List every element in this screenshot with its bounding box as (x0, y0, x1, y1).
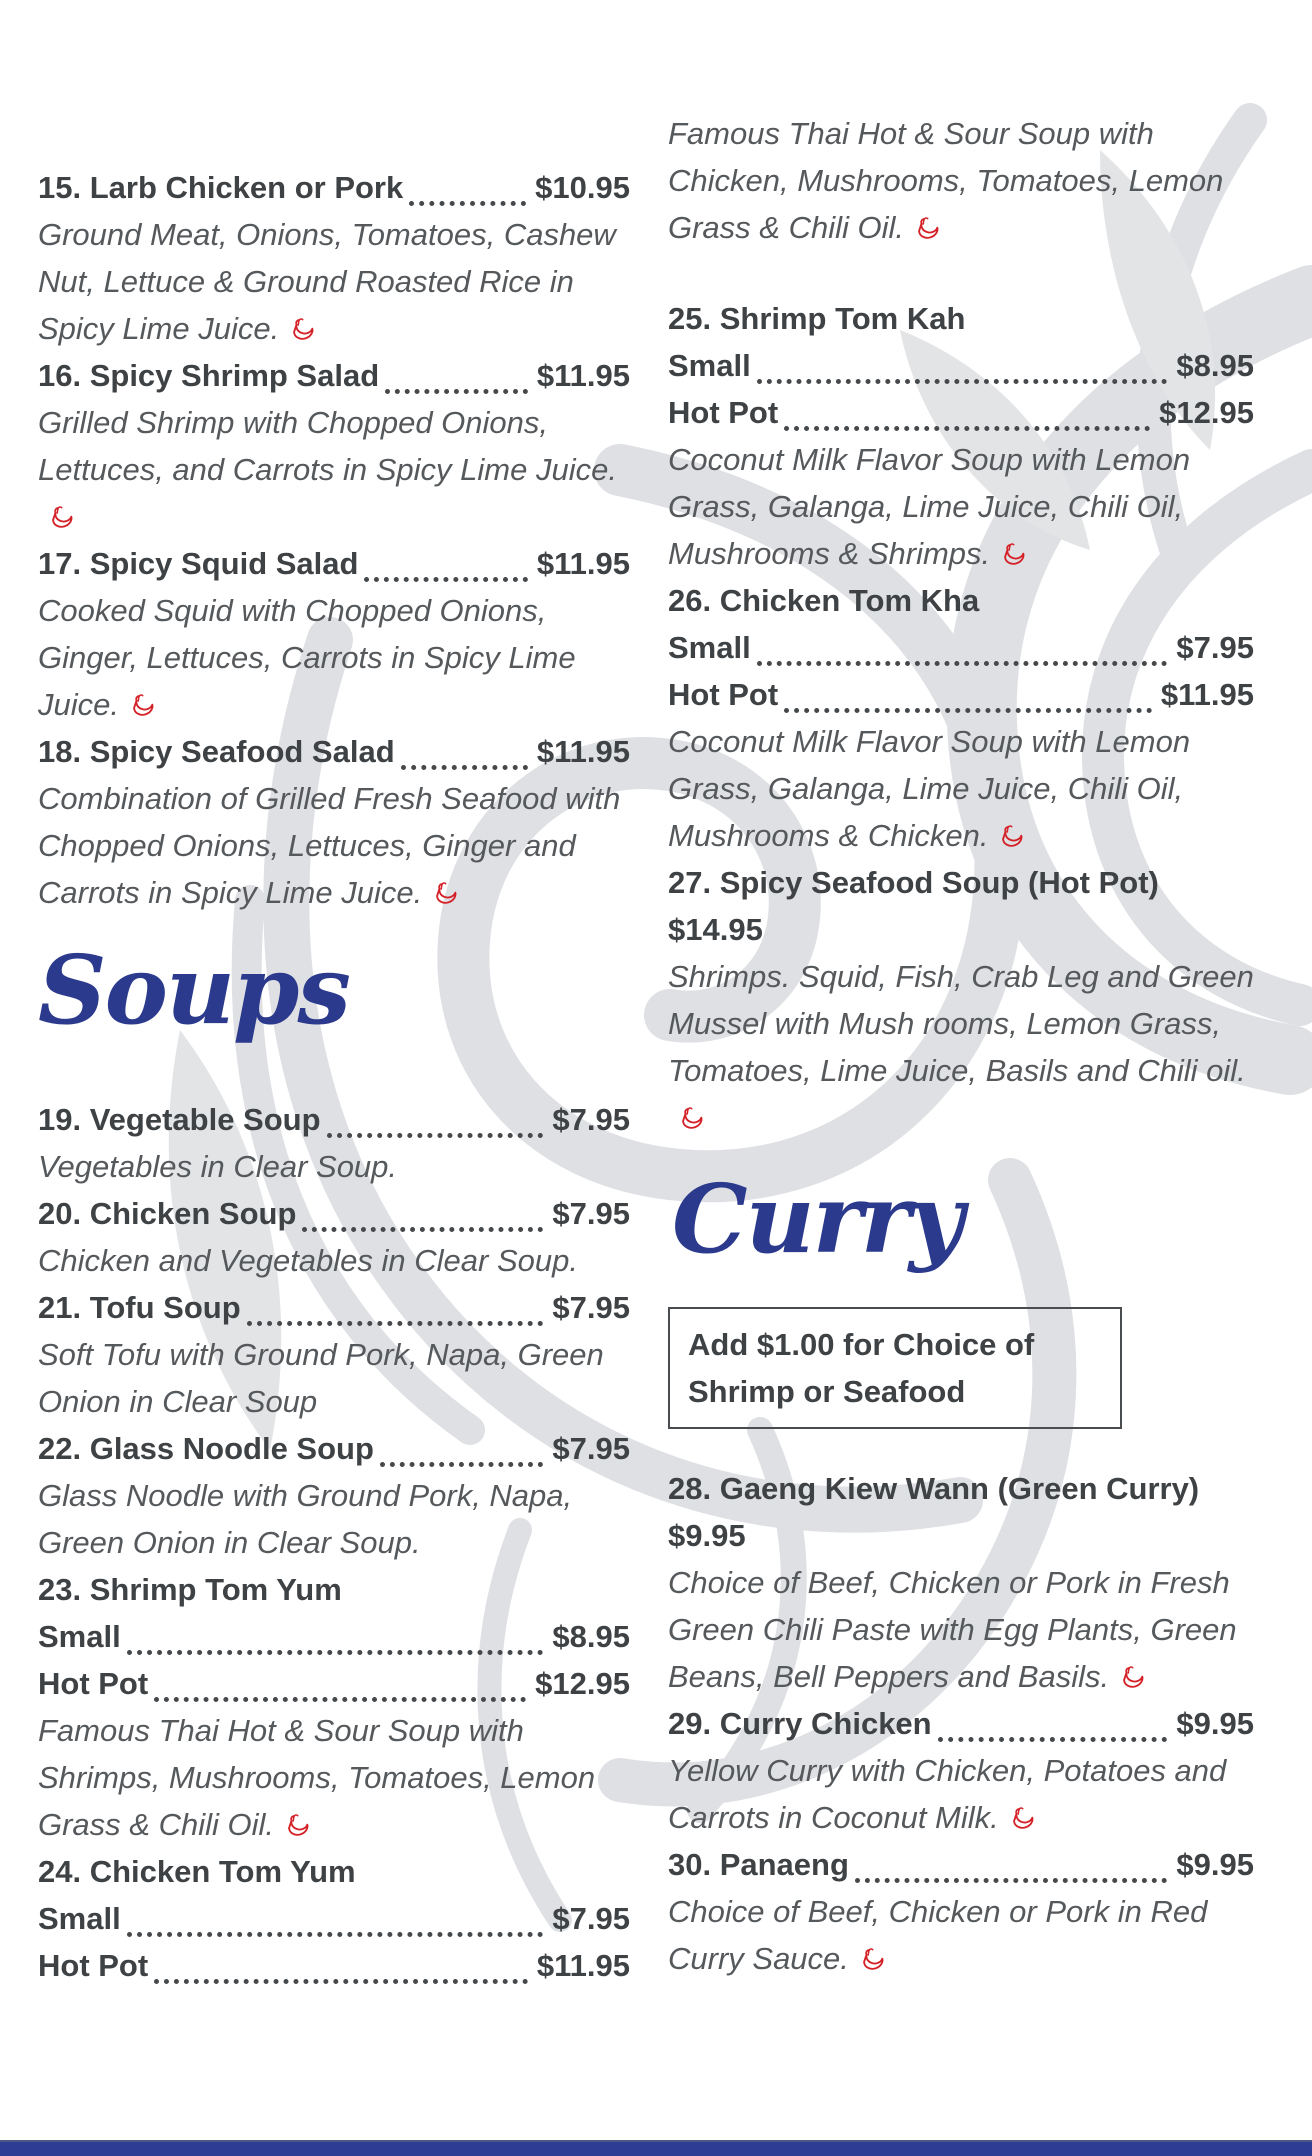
size-label: Small (668, 630, 751, 665)
dot-leader (855, 1841, 1168, 1883)
item-price: $9.95 (1176, 1706, 1254, 1742)
item-heading (38, 1848, 630, 1895)
size-label: Hot Pot (38, 1948, 149, 1984)
item-description (38, 1331, 630, 1425)
size-price-row (38, 1895, 630, 1942)
item-heading (668, 295, 1254, 342)
menu-item (668, 295, 1254, 577)
size-price: $7.95 (552, 1901, 630, 1937)
item-description (668, 1747, 1254, 1841)
item-description-text: Cooked Squid with Chopped Onions, Ginger, Lettuces, Carrots in Spicy Lime Juice. (38, 593, 576, 722)
item-description-text: Ground Meat, Onions, Tomatoes, Cashew Nut, Lettuce & Ground Roasted Rice in Spicy Lime Juice. (38, 217, 616, 346)
dot-leader (302, 1190, 543, 1232)
menu-item (668, 1841, 1254, 1982)
size-price: $8.95 (552, 1619, 630, 1655)
item-description-text: Soft Tofu with Ground Pork, Napa, Green Onion in Clear Soup (38, 1337, 604, 1420)
item-price: $9.95 (1176, 1847, 1254, 1883)
menu-item (38, 352, 630, 540)
item-description (38, 1143, 630, 1190)
item-description-text: Coconut Milk Flavor Soup with Lemon Grass, Galanga, Lime Juice, Chili Oil, Mushrooms & Chicken. (668, 724, 1191, 853)
menu-item (668, 577, 1254, 859)
left-column (38, 164, 630, 1989)
size-price-row (38, 1613, 630, 1660)
section-header: Soups (38, 935, 349, 1046)
item-description-text: Combination of Grilled Fresh Seafood with Chopped Onions, Lettuces, Ginger and Carrots in Spicy Lime Juice. (38, 781, 621, 910)
item-heading (38, 352, 630, 399)
item-price: $7.95 (552, 1102, 630, 1138)
menu-item (668, 1465, 1254, 1700)
item-name: 20. Chicken Soup (38, 1196, 297, 1232)
right-column (668, 110, 1254, 1982)
item-description (668, 110, 1254, 251)
item-description-text: Shrimps. Squid, Fish, Crab Leg and Green Mussel with Mush rooms, Lemon Grass, Tomatoes, Lime Juice, Basils and Chili oil. (668, 959, 1254, 1088)
size-label: Small (38, 1901, 121, 1937)
item-description (38, 211, 630, 352)
section-header: Curry (672, 1164, 962, 1275)
item-name: 23. Shrimp Tom Yum (38, 1572, 342, 1608)
dot-leader (127, 1895, 544, 1937)
size-price-row (668, 389, 1254, 436)
chili-pepper-icon (284, 1812, 311, 1839)
menu-item (668, 859, 1254, 1141)
item-name: 29. Curry Chicken (668, 1706, 932, 1742)
chili-pepper-icon (432, 880, 459, 907)
item-name: 16. Spicy Shrimp Salad (38, 358, 380, 393)
chili-pepper-icon (1000, 541, 1027, 568)
dot-leader (380, 1425, 544, 1467)
note-box-text: Add $1.00 for Choice of Shrimp or Seafood (688, 1327, 1035, 1410)
chili-pepper-icon (48, 504, 75, 531)
item-price: $7.95 (552, 1196, 630, 1232)
item-name: 30. Panaeng (668, 1847, 849, 1883)
dot-leader (784, 389, 1150, 431)
item-heading (38, 1096, 630, 1143)
item-description (38, 1707, 630, 1848)
item-description-text: Choice of Beef, Chicken or Pork in Red Curry Sauce. (668, 1894, 1208, 1977)
size-price-row (38, 1942, 630, 1989)
menu-item (38, 540, 630, 728)
size-price: $8.95 (1176, 348, 1254, 383)
item-description-text: Grilled Shrimp with Chopped Onions, Lettuces, and Carrots in Spicy Lime Juice. (38, 405, 617, 487)
item-description (668, 1888, 1254, 1982)
size-price: $12.95 (1159, 395, 1254, 430)
item-price: $10.95 (535, 170, 630, 205)
item-price-value: $14.95 (668, 912, 763, 947)
item-price-value: $9.95 (668, 1518, 746, 1554)
size-label: Hot Pot (38, 1666, 149, 1702)
item-description (38, 1472, 630, 1566)
chili-pepper-icon (1119, 1664, 1146, 1691)
menu-item (38, 1096, 630, 1190)
size-price-row (668, 342, 1254, 389)
size-price: $11.95 (1160, 677, 1254, 712)
menu-item (38, 1284, 630, 1425)
dot-leader (154, 1660, 526, 1702)
item-name: 18. Spicy Seafood Salad (38, 734, 395, 769)
menu-item (668, 1700, 1254, 1841)
item-heading (668, 577, 1254, 624)
dot-leader (784, 671, 1152, 713)
item-heading (38, 164, 630, 211)
item-description-text: Famous Thai Hot & Sour Soup with Shrimps, Mushrooms, Tomatoes, Lemon Grass & Chili Oil. (38, 1713, 596, 1843)
dot-leader (364, 540, 527, 582)
item-price (668, 1512, 1254, 1559)
item-heading (38, 540, 630, 587)
item-heading (668, 1841, 1254, 1888)
size-price-row (668, 671, 1254, 718)
menu-item (38, 1425, 630, 1566)
item-name: 21. Tofu Soup (38, 1290, 241, 1326)
dot-leader (757, 342, 1168, 384)
item-price: $11.95 (536, 358, 630, 393)
size-label: Small (38, 1619, 121, 1655)
dot-leader (757, 624, 1168, 666)
item-name: 22. Glass Noodle Soup (38, 1431, 374, 1467)
dot-leader (385, 352, 528, 394)
size-label: Hot Pot (668, 677, 779, 712)
chili-pepper-icon (859, 1946, 886, 1973)
dot-leader (154, 1942, 528, 1984)
item-price: $11.95 (536, 734, 630, 769)
item-price (668, 906, 1254, 953)
item-description (38, 399, 630, 540)
chili-pepper-icon (998, 823, 1025, 850)
item-description-text: Chicken and Vegetables in Clear Soup. (38, 1243, 578, 1279)
item-description-text: Choice of Beef, Chicken or Pork in Fresh Green Chili Paste with Egg Plants, Green Beans, Bell Peppers and Basils. (668, 1565, 1237, 1695)
chili-pepper-icon (1009, 1805, 1036, 1832)
menu-item (38, 164, 630, 352)
item-description-text: Glass Noodle with Ground Pork, Napa, Green Onion in Clear Soup. (38, 1478, 573, 1561)
menu-item (38, 1566, 630, 1848)
item-description (38, 775, 630, 916)
menu-item (38, 1848, 630, 1989)
item-heading (38, 1284, 630, 1331)
dot-leader (247, 1284, 544, 1326)
dot-leader (127, 1613, 544, 1655)
size-price: $11.95 (536, 1948, 630, 1984)
menu-item (38, 728, 630, 916)
item-description-text: Famous Thai Hot & Sour Soup with Chicken, Mushrooms, Tomatoes, Lemon Grass & Chili Oil. (668, 116, 1224, 245)
item-name: 19. Vegetable Soup (38, 1102, 321, 1138)
item-description-text: Vegetables in Clear Soup. (38, 1149, 398, 1185)
menu-item-continuation (668, 110, 1254, 251)
item-heading (668, 1700, 1254, 1747)
item-description-text: Yellow Curry with Chicken, Potatoes and Carrots in Coconut Milk. (668, 1753, 1227, 1836)
menu-item (38, 1190, 630, 1284)
item-heading (668, 859, 1254, 906)
size-price-row (668, 624, 1254, 671)
item-heading (38, 1566, 630, 1613)
item-description-text: Coconut Milk Flavor Soup with Lemon Grass, Galanga, Lime Juice, Chili Oil, Mushrooms & Shrimps. (668, 442, 1191, 571)
item-description (668, 436, 1254, 577)
dot-leader (401, 728, 528, 770)
item-name: 25. Shrimp Tom Kah (668, 301, 966, 336)
item-name: 27. Spicy Seafood Soup (Hot Pot) (668, 865, 1159, 900)
item-name: 28. Gaeng Kiew Wann (Green Curry) (668, 1471, 1200, 1507)
size-label: Hot Pot (668, 395, 779, 430)
chili-pepper-icon (289, 316, 316, 343)
chili-pepper-icon (914, 215, 941, 242)
item-name: 26. Chicken Tom Kha (668, 583, 980, 618)
item-description (668, 953, 1254, 1141)
item-heading (38, 1425, 630, 1472)
item-heading (38, 728, 630, 775)
item-price: $7.95 (552, 1290, 630, 1326)
size-price-row (38, 1660, 630, 1707)
item-description (668, 718, 1254, 859)
item-name: 17. Spicy Squid Salad (38, 546, 359, 581)
item-heading (38, 1190, 630, 1237)
item-price: $7.95 (552, 1431, 630, 1467)
item-name: 15. Larb Chicken or Pork (38, 170, 404, 205)
dot-leader (938, 1700, 1168, 1742)
dot-leader (327, 1096, 544, 1138)
note-box (668, 1307, 1122, 1429)
item-price: $11.95 (536, 546, 630, 581)
size-price: $12.95 (535, 1666, 630, 1702)
item-description (38, 587, 630, 728)
item-description (38, 1237, 630, 1284)
item-description (668, 1559, 1254, 1700)
size-label: Small (668, 348, 751, 383)
bottom-accent-bar (0, 2140, 1312, 2156)
chili-pepper-icon (678, 1105, 705, 1132)
dot-leader (409, 164, 526, 206)
item-heading (668, 1465, 1254, 1512)
chili-pepper-icon (129, 692, 156, 719)
item-name: 24. Chicken Tom Yum (38, 1854, 356, 1890)
size-price: $7.95 (1176, 630, 1254, 665)
